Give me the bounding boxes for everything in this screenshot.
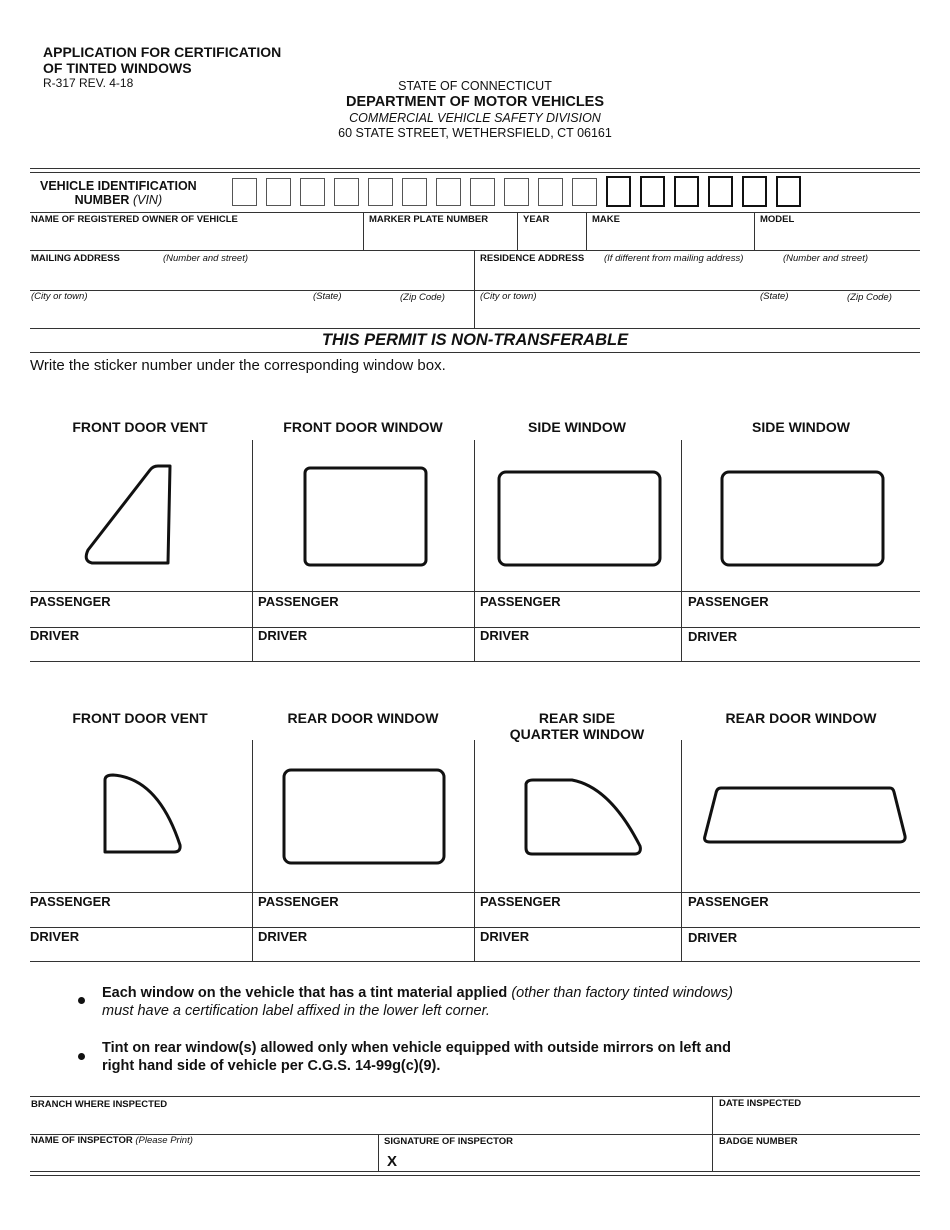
residence-zip-hint: (Zip Code): [847, 292, 892, 303]
rule: [30, 927, 920, 928]
mailing-street-hint: (Number and street): [163, 253, 249, 264]
model-label: MODEL: [760, 214, 795, 225]
owner-name-label: NAME OF REGISTERED OWNER OF VEHICLE: [31, 214, 238, 225]
form-title: APPLICATION FOR CERTIFICATION OF TINTED WINDOWS: [43, 44, 282, 76]
residence-city-hint: (City or town): [480, 291, 537, 302]
divider: [378, 1134, 379, 1171]
residence-street-hint: (Number and street): [783, 253, 869, 264]
driver-label: DRIVER: [688, 629, 738, 644]
rule: [30, 892, 920, 893]
passenger-label: PASSENGER: [480, 594, 561, 609]
rule: [30, 961, 920, 962]
front-door-vent-shape: [86, 466, 170, 563]
side-window-shape: [499, 472, 660, 565]
passenger-label: PASSENGER: [688, 894, 769, 909]
instruction-text: Write the sticker number under the corresponding window box.: [30, 357, 446, 374]
driver-label: DRIVER: [688, 930, 738, 945]
permit-notice: THIS PERMIT IS NON-TRANSFERABLE: [321, 331, 629, 349]
rear-door-window-shape-2: [705, 788, 906, 842]
badge-number-label: BADGE NUMBER: [719, 1136, 798, 1147]
driver-label: DRIVER: [480, 929, 530, 944]
window-title: SIDE WINDOW: [752, 419, 850, 435]
mailing-state-hint: (State): [313, 291, 342, 302]
front-door-window-shape: [305, 468, 426, 565]
signature-label: SIGNATURE OF INSPECTOR: [384, 1136, 513, 1147]
mailing-zip-hint: (Zip Code): [400, 292, 445, 303]
residence-note: (If different from mailing address): [604, 253, 744, 264]
window-title: FRONT DOOR WINDOW: [283, 419, 443, 435]
bullet-icon: [78, 997, 85, 1004]
passenger-label: PASSENGER: [30, 894, 111, 909]
driver-label: DRIVER: [258, 628, 308, 643]
divider: [712, 1096, 713, 1171]
mailing-address-label: MAILING ADDRESS: [31, 253, 120, 264]
agency-header: STATE OF CONNECTICUT DEPARTMENT OF MOTOR VEHICLES COMMERCIAL VEHICLE SAFETY DIVISION 60 STATE STREET, WETHERSFIELD, CT 06161: [338, 79, 612, 140]
bullet-icon: [78, 1053, 85, 1060]
rear-side-quarter-window-shape: [526, 780, 640, 854]
passenger-label: PASSENGER: [480, 894, 561, 909]
rear-door-window-shape: [284, 770, 444, 863]
driver-label: DRIVER: [30, 929, 80, 944]
date-inspected-label: DATE INSPECTED: [719, 1098, 802, 1109]
mailing-city-hint: (City or town): [31, 291, 88, 302]
residence-state-hint: (State): [760, 291, 789, 302]
rule: [30, 1175, 920, 1176]
passenger-label: PASSENGER: [258, 594, 339, 609]
side-window-shape-2: [722, 472, 883, 565]
driver-label: DRIVER: [258, 929, 308, 944]
window-title: FRONT DOOR VENT: [72, 419, 208, 435]
vin-label: VEHICLE IDENTIFICATION NUMBER (VIN): [40, 179, 197, 207]
window-title-rear-side-quarter: REAR SIDE QUARTER WINDOW: [509, 710, 645, 742]
rule: [30, 1171, 920, 1172]
branch-label: BRANCH WHERE INSPECTED: [31, 1099, 168, 1110]
inspector-name-label: NAME OF INSPECTOR (Please Print): [31, 1135, 193, 1146]
window-title: SIDE WINDOW: [528, 419, 626, 435]
note-rear-window: Tint on rear window(s) allowed only when vehicle equipped with outside mirrors on left and right hand side of vehicle per C.G.S. 14-99g(c)(9).: [102, 1040, 731, 1074]
driver-label: DRIVER: [30, 628, 80, 643]
window-title: REAR DOOR WINDOW: [725, 710, 877, 726]
plate-number-label: MARKER PLATE NUMBER: [369, 214, 489, 225]
window-title: REAR DOOR WINDOW: [287, 710, 439, 726]
residence-address-label: RESIDENCE ADDRESS: [480, 253, 585, 264]
rule: [30, 1096, 920, 1097]
passenger-label: PASSENGER: [30, 594, 111, 609]
passenger-label: PASSENGER: [258, 894, 339, 909]
make-label: MAKE: [592, 214, 620, 225]
note-certification-label: Each window on the vehicle that has a tint material applied (other than factory tinted windows) must have a certification label affixed in the lower left corner.: [102, 985, 733, 1019]
window-title: FRONT DOOR VENT: [72, 710, 208, 726]
form-number: R-317 REV. 4-18: [43, 76, 134, 90]
year-label: YEAR: [523, 214, 550, 225]
front-door-vent-shape-2: [105, 775, 180, 852]
signature-mark[interactable]: X: [387, 1153, 398, 1170]
passenger-label: PASSENGER: [688, 594, 769, 609]
driver-label: DRIVER: [480, 628, 530, 643]
